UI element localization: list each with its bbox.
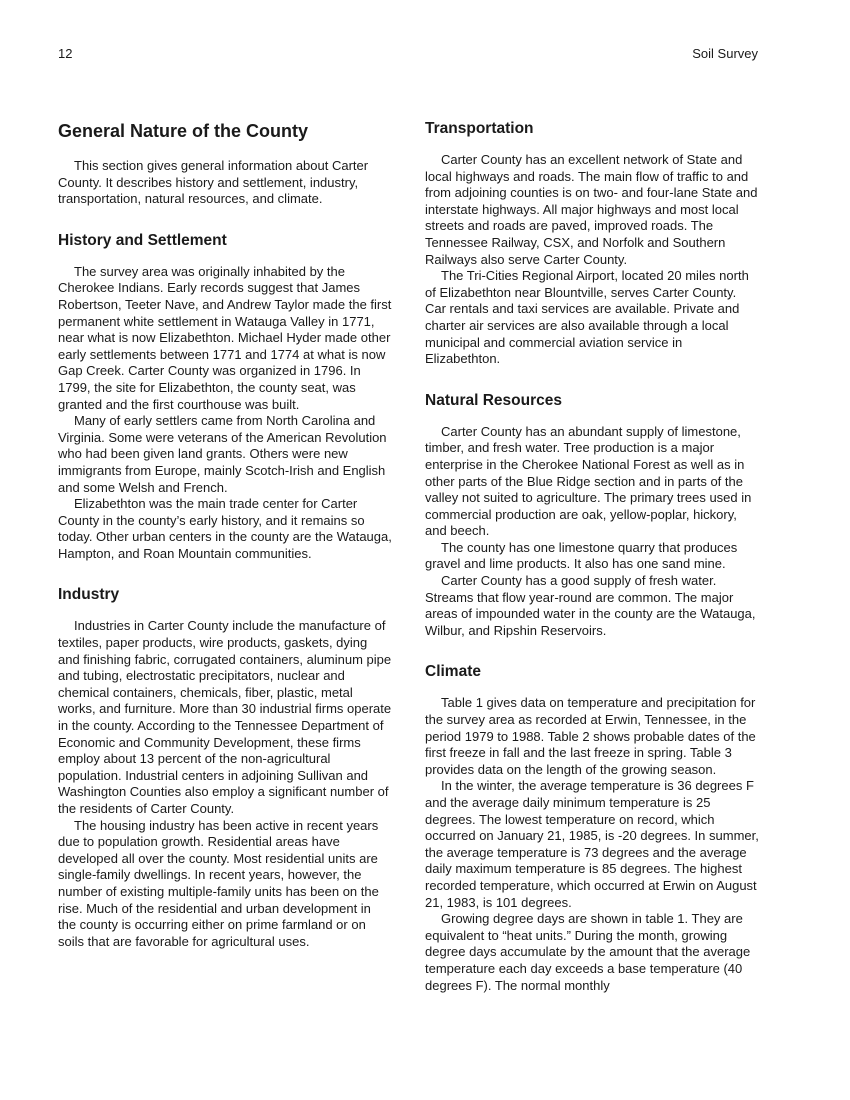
natural-resources-paragraph: Carter County has an abundant supply of limestone, timber, and fresh water. Tree production is a major enterprise in the Cherokee National Forest as well as in other parts of the Blue Ridge section and in parts of the valley not suited to agriculture. The primary trees used in commercial production are oak, yellow-poplar, hickory, and beech. [425,423,752,539]
climate-paragraph: Growing degree days are shown in table 1. They are equivalent to “heat units.” During the month, growing degree days accumulate by the amount that the average temperature each day exceeds a base temperature (40 degrees F). The normal monthly [425,911,751,993]
running-header: Soil Survey [692,46,758,61]
history-paragraph: Many of early settlers came from North Carolina and Virginia. Some were veterans of the American Revolution who had been given land grants. Others were new immigrants from Europe, mainly Scotch-Irish and English and some Welsh and French. [58,413,387,495]
industry-heading: Industry [58,586,120,604]
transportation-heading: Transportation [425,120,534,137]
page-number: 12 [58,46,73,61]
climate-paragraph: Table 1 gives data on temperature and precipitation for the survey area as recorded at Erwin, Tennessee, in the period 1979 to 1988. Table 2 shows probable dates of the first freeze in fall and the last freeze in spring. Table 3 provides data on the length of the growing season. [425,695,756,777]
transportation-paragraph: The Tri-Cities Regional Airport, located 20 miles north of Elizabethton near Blountville, serves Carter County. Car rentals and taxi services are available. Private and charter air services are also available through a local municipal and commercial aviation service in Elizabethton. [425,268,749,367]
history-paragraph: The survey area was originally inhabited by the Cherokee Indians. Early records suggest that James Robertson, Teeter Nave, and Andrew Taylor made the first permanent white settlement in Watauga Valley in 1771, near what is now Elizabethton. Michael Hyder made other early settlements between 1771 and 1774 at what is now Gap Creek. Carter County was organized in 1796. In 1799, the site for Elizabethton, the county seat, was granted and the first courthouse was built. [58,263,392,412]
climate-heading: Climate [425,663,481,681]
industry-paragraph: Industries in Carter County include the manufacture of textiles, paper products, wire products, gaskets, dying and finishing fabric, corrugated containers, aluminum pipe and tubing, electrostatic precipitators, nuclear and chemical containers, chemicals, fiber, plastic, metal works, and furniture. More than 30 industrial firms operate in the county. According to the Tennessee Department of Economic and Community Development, these firms employ about 13 percent of the non-agricultural population. Industrial centers in adjoining Sullivan and Washington Counties also employ a significant number of the residents of Carter County. [58,618,392,816]
page-title: General Nature of the County [58,121,309,141]
right-column [425,118,759,994]
intro-paragraph: This section gives general information about Carter County. It describes history and settlement, industry, transportation, natural resources, and climate. [58,158,369,207]
transportation-paragraph: Carter County has an excellent network of State and local highways and roads. The main flow of traffic to and from adjoining counties is on two- and four-lane State and interstate highways. All major highways and most local streets and roads are paved, improved roads. The Tennessee Railway, CSX, and Norfolk and Southern Railways also serve Carter County. [425,152,758,267]
natural-resources-paragraph: Carter County has a good supply of fresh water. Streams that flow year-round are common. The major areas of impounded water in the county are the Watauga, Wilbur, and Ripshin Reservoirs. [425,573,756,638]
natural-resources-paragraph: The county has one limestone quarry that produces gravel and lime products. It also has one sand mine. [425,539,738,572]
history-paragraph: Elizabethton was the main trade center for Carter County in the county’s early history, and it remains so today. Other urban centers in the county are the Watauga, Hampton, and Roan Mountain communities. [58,496,392,561]
natural-resources-heading: Natural Resources [425,391,562,409]
history-heading: History and Settlement [58,231,227,249]
industry-paragraph: The housing industry has been active in recent years due to population growth. Residential areas have developed all over the county. Most residential units are single-family dwellings. In recent years, however, the number of existing multiple-family units has been on the rise. Much of the residential and urban development in the county is occurring either on prime farmland or on soils that are favorable for agricultural uses. [58,817,379,949]
left-column [58,118,392,950]
climate-paragraph: In the winter, the average temperature is 36 degrees F and the average daily minimum temperature is 25 degrees. The lowest temperature on record, which occurred on January 21, 1985, is -20 degrees. In summer, the average temperature is 73 degrees and the average daily maximum temperature is 85 degrees. The highest recorded temperature, which occurred at Erwin on August 21, 1983, is 101 degrees. [425,778,759,910]
